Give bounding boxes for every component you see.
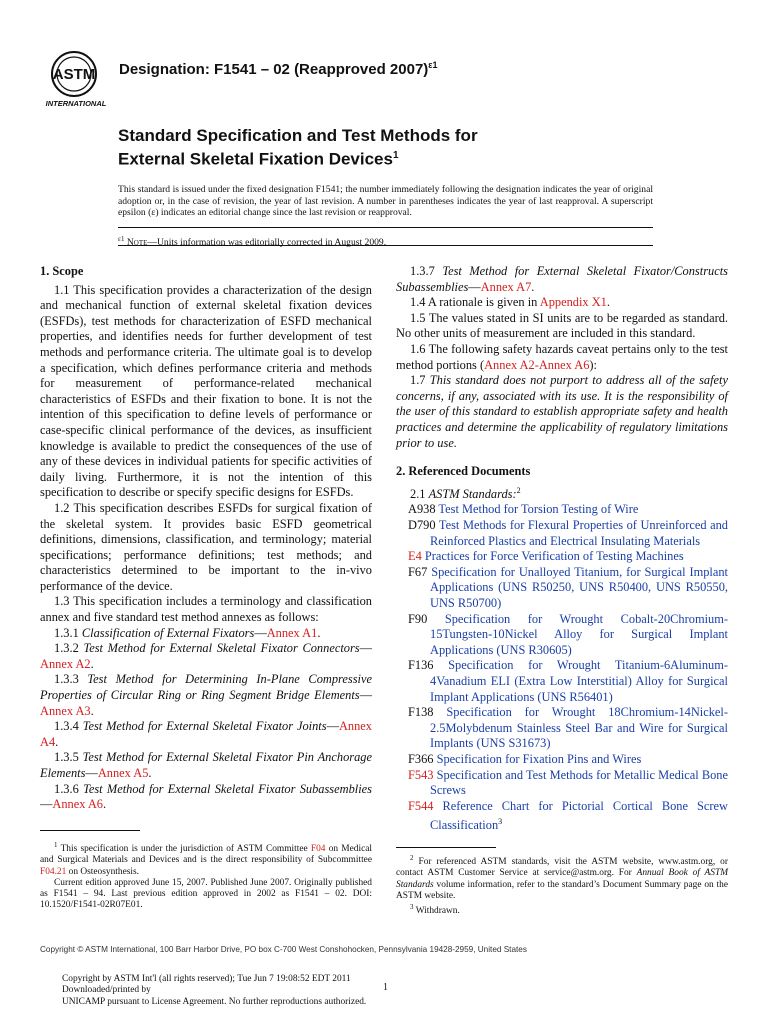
annex-a3-link[interactable]: Annex A3 [40, 703, 91, 718]
label: ASTM Standards: [428, 486, 517, 501]
annex-a4-link[interactable]: Annex A4 [40, 719, 372, 749]
note-divider-bottom [118, 245, 653, 246]
caveat-text: This standard does not purport to address all of the safety concerns, if any, associated with its use. It is the responsibility of the user of this standard to establish appropriate safety and health practices and determine the applicability of regulatory limitations prior to use. [396, 373, 728, 450]
designation-sup: ε1 [428, 60, 438, 70]
end: . [606, 295, 610, 310]
annex-title: Test Method for External Skeletal Fixator Pin Anchorage Elements [40, 750, 372, 780]
ref-code: E4 [408, 549, 422, 564]
note-mark: ε1 [118, 235, 125, 243]
annex-a5-link[interactable]: Annex A5 [97, 766, 149, 780]
committee-f04-link[interactable]: F04 [310, 844, 326, 855]
end: . [90, 656, 94, 671]
title-footnote-mark: 1 [392, 150, 399, 161]
left-column [40, 264, 372, 813]
annex-a2-a6-link[interactable]: Annex A2-Annex A6 [484, 357, 590, 372]
ref-code: F544 [408, 798, 434, 813]
ref-item [396, 549, 728, 565]
download-line-3: UNICAMP pursuant to License Agreement. No further reproductions authorized. [62, 996, 367, 1007]
annex-title: Test Method for Determining In-Plane Compressive Properties of Circular Ring or Ring Segment Bridge Elements [40, 672, 372, 703]
num: 1.3.4 [54, 719, 83, 734]
ref-e4-link[interactable]: Practices for Force Verification of Testing Machines [424, 549, 684, 564]
para-1-3-5: 1.3.5 Test Method for External Skeletal Fixator Pin Anchorage Elements—Annex A5. [40, 750, 372, 780]
section-refs-heading: 2. Referenced Documents [396, 464, 531, 479]
download-line-2: Downloaded/printed by [62, 985, 151, 996]
ref-item [396, 768, 728, 799]
ref-item [396, 565, 728, 612]
para-1-3-3: 1.3.3 Test Method for Determining In-Plane Compressive Properties of Circular Ring or Ring Segment Bridge Elements—Annex A3. [40, 672, 372, 718]
annex-title: Test Method for External Skeletal Fixator/Constructs Subassemblies [396, 264, 728, 294]
ref-f90-link[interactable]: Specification for Wrought Cobalt-20Chromium-15Tungsten-10Nickel Alloy for Surgical Implant Applications (UNS R30605) [430, 611, 728, 657]
ref-code: F138 [408, 705, 434, 720]
annex-title: Test Method for External Skeletal Fixator Joints [82, 719, 327, 734]
title-line-1: Standard Specification and Test Methods for [118, 126, 478, 145]
end: . [317, 625, 321, 640]
footnote-mark: 1 [54, 841, 58, 849]
ref-code: A938 [408, 502, 436, 517]
footnote-divider-left [40, 830, 140, 831]
text: on Medical and Surgical Materials and Devices and is the direct responsibility of Subcommittee [40, 844, 372, 866]
ref-item [396, 705, 728, 752]
edition-info: Current edition approved June 15, 2007. Published June 2007. Originally published as F1541 – 94. Last previous edition approved in 2002 as F1541 – 02. DOI: 10.1520/F1541-02R07E01. [40, 877, 372, 911]
logo-text: ASTM [52, 66, 96, 83]
text: This specification is under the jurisdiction of ASTM Committee [60, 844, 311, 855]
annex-a7-link[interactable]: Annex A7 [480, 279, 532, 294]
annex-title: Classification of External Fixators [81, 625, 255, 640]
ref-item [396, 752, 728, 768]
ref-a938-link[interactable]: Test Method for Torsion Testing of Wire [438, 502, 639, 517]
num: 2.1 [410, 486, 429, 501]
ref-code: F136 [408, 658, 434, 673]
end: . [148, 766, 152, 780]
text: 1.4 A rationale is given in [410, 295, 540, 310]
text: 1.6 The following safety hazards caveat pertains only to the test method portions ( [396, 341, 728, 372]
para-1-3-7: 1.3.7 Test Method for External Skeletal Fixator/Constructs Subassemblies—Annex A7. [396, 264, 728, 294]
ref-code: D790 [408, 518, 436, 533]
annex-a1-link[interactable]: Annex A1 [266, 625, 318, 640]
footnote-1 [40, 840, 372, 911]
para-1-7 [396, 373, 728, 451]
text: Withdrawn. [415, 906, 460, 917]
ref-f366-link[interactable]: Specification for Fixation Pins and Wires [436, 751, 642, 766]
num: 1.3.2 [54, 641, 84, 656]
end: . [531, 279, 535, 294]
note-divider-top [118, 227, 653, 228]
num: 1.3.7 [410, 264, 443, 278]
num: 1.3.3 [54, 672, 88, 687]
section-scope-heading: 1. Scope [40, 264, 84, 278]
text: For referenced ASTM standards, visit the ASTM website, www.astm.org, or contact ASTM Customer Service at service@astm.org. For [396, 857, 728, 879]
ref-f544-link[interactable]: Reference Chart for Pictorial Cortical Bone Screw Classification [430, 798, 728, 833]
end: . [90, 703, 94, 718]
para-1-5: 1.5 The values stated in SI units are to be regarded as standard. No other units of measurement are included in this standard. [396, 310, 728, 341]
ref-f543-link[interactable]: Specification and Test Methods for Metallic Medical Bone Screws [430, 767, 728, 798]
para-1-4 [396, 295, 728, 311]
designation [119, 60, 438, 78]
annex-title: Test Method for External Skeletal Fixator Subassemblies [83, 781, 372, 796]
ref-item [396, 799, 728, 834]
ref-code: F90 [408, 611, 428, 626]
ref-item [396, 518, 728, 549]
num: 1.3.5 [54, 750, 83, 765]
download-line-1: Copyright by ASTM Int'l (all rights reserved); Tue Jun 7 19:08:52 EDT 2011 [62, 974, 351, 984]
para-1-2: 1.2 This specification describes ESFDs for surgical fixation of the skeletal system. It provides basic ESFD geometrical definitions, dimensions, classification, and terminology; material specifications; performance definitions; test methods; and characteristics determined to be important to the in-vivo performance of the device. [40, 500, 372, 593]
end: . [55, 734, 59, 749]
footnote-mark: 2 [410, 854, 414, 862]
annex-a6-link[interactable]: Annex A6 [52, 797, 103, 812]
designation-text: Designation: F1541 – 02 (Reapproved 2007) [119, 61, 429, 78]
para-1-3: 1.3 This specification includes a terminology and classification annex and five standard test method annexes as follows: [40, 594, 372, 625]
annex-a2-link[interactable]: Annex A2 [40, 656, 91, 671]
astm-standards-label [396, 483, 728, 503]
astm-logo-icon [40, 48, 112, 112]
ref-code: F67 [408, 564, 428, 579]
subcommittee-f0421-link[interactable]: F04.21 [40, 866, 67, 877]
para-1-3-2: 1.3.2 Test Method for External Skeletal Fixator Connectors—Annex A2. [40, 641, 372, 671]
para-1-1: 1.1 This specification provides a characterization of the design and mechanical function of external skeletal fixation devices (ESFDs), test methods for characterization of ESFD mechanical properties, and identifies needs for further development of test methods and performance criteria. The ultimate goal is to develop a specification, which defines performance criteria and methods for measurement of performance-related mechanical characteristics of ESFDs and their fixation to bone. It is not the intention of this specification to define levels of performance or case-specific clinical performance of the devices, as insufficient knowledge is available to predict the consequences of the use of any of these devices in individual patients for specific activities of daily living. Furthermore, it is not the intention of this specification to describe or specify specific designs for ESFDs. [40, 282, 372, 500]
ref-item [396, 612, 728, 659]
page-number: 1 [383, 982, 388, 993]
ref-d790-link[interactable]: Test Methods for Flexural Properties of Unreinforced and Reinforced Plastics and Electrical Insulating Materials [430, 518, 729, 548]
ref-code: F543 [408, 767, 434, 782]
title-line-2: External Skeletal Fixation Devices [118, 149, 393, 169]
ref-f67-link[interactable]: Specification for Unalloyed Titanium, for Surgical Implant Applications (UNS R50250, UNS R50400, UNS R50550, UNS R50700) [430, 564, 728, 610]
ref-f138-link[interactable]: Specification for Wrought 18Chromium-14Nickel-2.5Molybdenum Stainless Steel Bar and Wire for Surgical Implants (UNS S31673) [430, 705, 728, 751]
annex-title: Test Method for External Skeletal Fixator Connectors [83, 641, 360, 656]
para-1-6 [396, 342, 728, 373]
appendix-x1-link[interactable]: Appendix X1 [539, 295, 607, 310]
intro-text: This standard is issued under the fixed designation F1541; the number immediately following the designation indicates the year of original adoption or, in the case of revision, the year of last revision. A number in parentheses indicates the year of last reapproval. A superscript epsilon (ε) indicates an editorial change since the last revision or reapproval. [118, 184, 653, 218]
astm-logo [40, 48, 112, 112]
note-text: —Units information was editorially corrected in August 2009. [147, 237, 387, 249]
page-title [118, 126, 678, 170]
end: . [102, 797, 107, 812]
book-title: Annual Book of ASTM Standards [396, 868, 728, 890]
num: 1.3.6 [54, 781, 84, 796]
para-1-3-1: 1.3.1 Classification of External Fixators—Annex A1. [54, 625, 321, 640]
ref-code: F366 [408, 751, 434, 766]
logo-subtext: INTERNATIONAL [45, 99, 107, 108]
end: ): [589, 357, 597, 372]
para-1-3-6: 1.3.6 Test Method for External Skeletal Fixator Subassemblies—Annex A6. [40, 781, 372, 812]
footnote-divider-right [396, 847, 496, 848]
ref-f136-link[interactable]: Specification for Wrought Titanium-6Aluminum-4Vanadium ELI (Extra Low Interstitial) Alloy for Surgical Implant Applications (UNS R56401) [430, 658, 728, 704]
num: 1.3.1 [54, 625, 82, 640]
download-notice [62, 974, 392, 1008]
footnote-2-3 [396, 853, 728, 917]
ref-item [396, 658, 728, 705]
copyright-line: Copyright © ASTM International, 100 Barr Harbor Drive, PO box C-700 West Conshohocken, Pennsylvania 19428-2959, United States [40, 945, 527, 954]
text: volume information, refer to the standard’s Document Summary page on the ASTM website. [396, 879, 728, 901]
footnote-mark: 3 [498, 817, 503, 827]
right-column [396, 264, 728, 834]
sup: 2 [516, 485, 521, 495]
para-1-3-4: 1.3.4 Test Method for External Skeletal Fixator Joints—Annex A4. [40, 719, 372, 749]
footnote-mark: 3 [410, 902, 414, 911]
note-label: Note [124, 237, 148, 249]
text: on Osteosynthesis. [66, 866, 139, 877]
num: 1.7 [410, 373, 430, 388]
ref-item [396, 502, 728, 518]
